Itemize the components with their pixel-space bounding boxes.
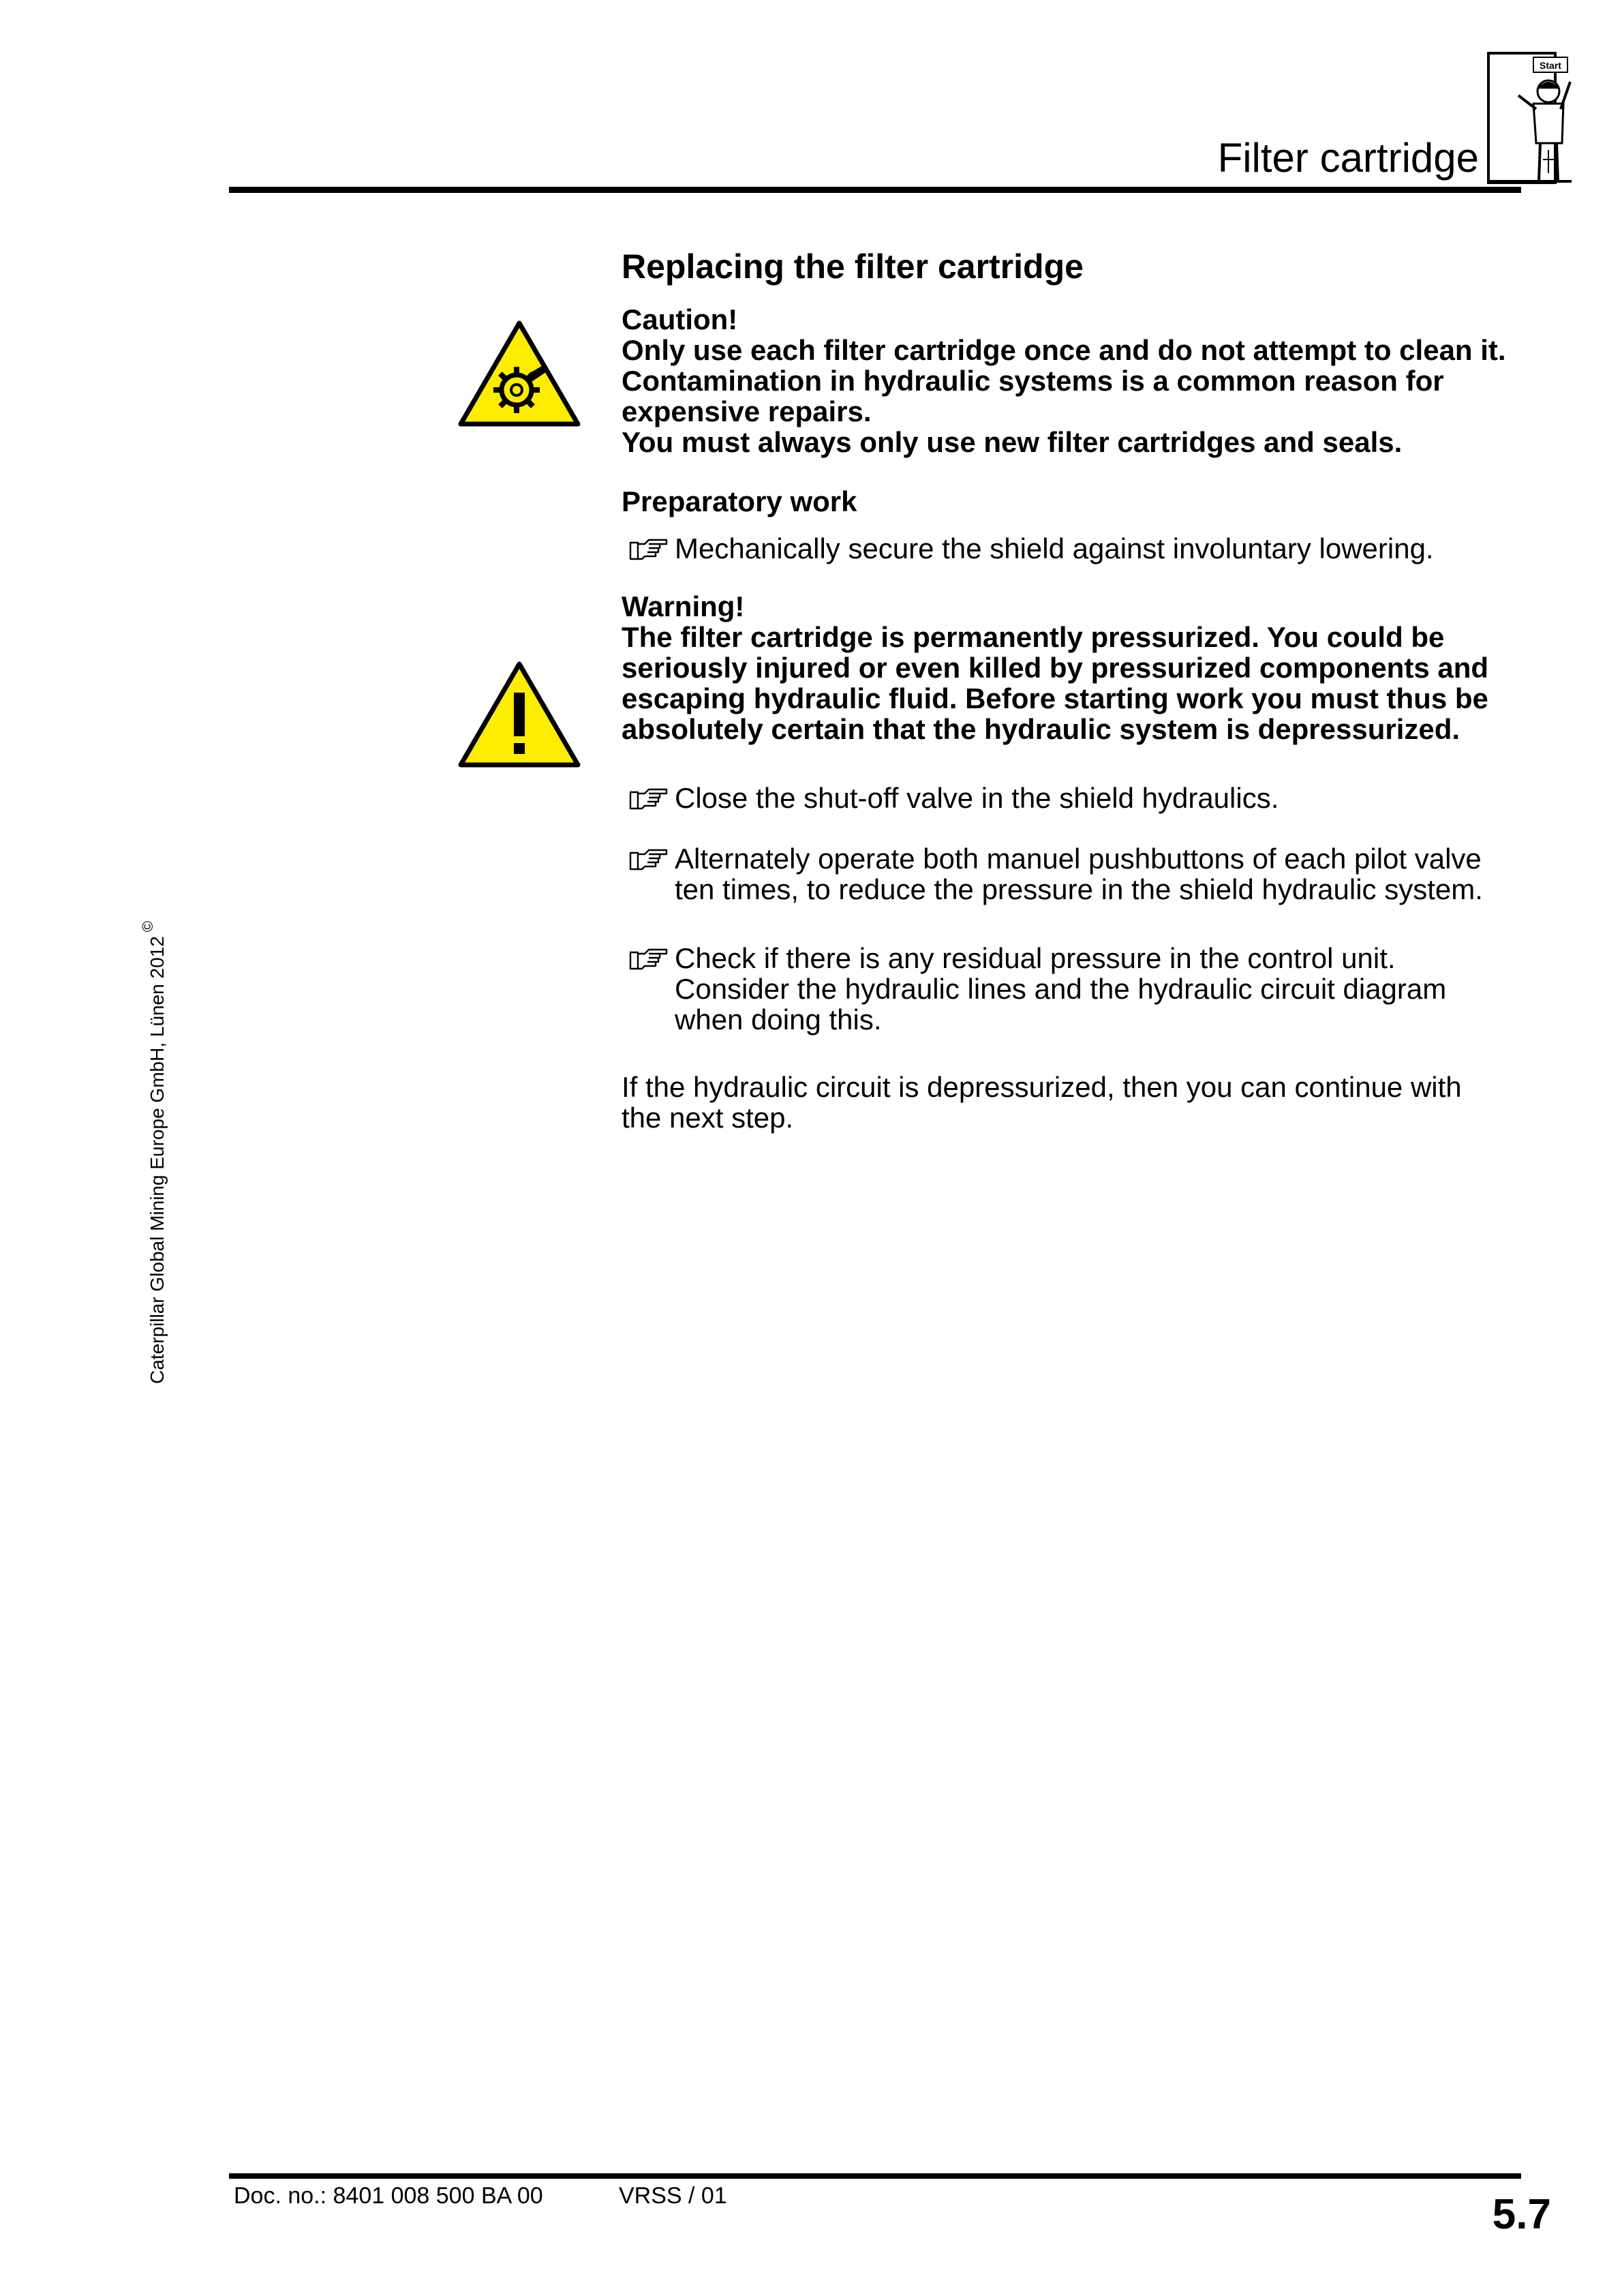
section-heading: Replacing the filter cartridge — [622, 247, 1084, 286]
footer-rule — [229, 2173, 1521, 2179]
preparatory-heading: Preparatory work — [622, 485, 857, 517]
start-figure-icon — [1486, 48, 1574, 191]
step-item — [622, 533, 1508, 564]
step-item — [622, 943, 1508, 1035]
copyright-symbol: © — [139, 920, 156, 933]
caution-line: Contamination in hydraulic systems is a common reason for expensive repairs. — [622, 365, 1444, 427]
main-content — [622, 245, 1508, 1133]
step-item — [622, 783, 1508, 813]
page-number: 5.7 — [1492, 2191, 1551, 2238]
header-rule — [229, 187, 1521, 193]
copyright-text: Caterpillar Global Mining Europe GmbH, Lünen 2012 — [147, 936, 168, 1384]
caution-title: Caution! — [622, 303, 738, 335]
warning-exclamation-icon — [458, 660, 581, 770]
caution-line: You must always only use new filter cartridges and seals. — [622, 426, 1403, 458]
warning-title: Warning! — [622, 590, 745, 622]
closing-paragraph: If the hydraulic circuit is depressurized, then you can continue with the next step. — [622, 1071, 1462, 1134]
warning-notice — [622, 591, 1508, 744]
warning-text: The filter cartridge is permanently pressurized. You could be seriously injured or even killed by pressurized components and escaping hydraulic fluid. Before starting work you must thus be absolutely certain that the hydraulic system is depressurized. — [622, 621, 1489, 745]
caution-notice — [622, 304, 1508, 457]
pointing-hand-icon — [628, 849, 669, 872]
page-title: Filter cartridge — [1217, 135, 1479, 181]
pointing-hand-icon — [628, 788, 669, 811]
step-text: Check if there is any residual pressure in the control unit. Consider the hydraulic lines and the hydraulic circuit diagram when doing this. — [675, 942, 1447, 1036]
start-label: Start — [1540, 60, 1561, 71]
copyright-notice — [136, 921, 169, 1384]
step-item — [622, 843, 1508, 905]
pointing-hand-icon — [628, 948, 669, 971]
document-version: VRSS / 01 — [619, 2183, 727, 2209]
step-text: Close the shut-off valve in the shield hydraulics. — [675, 782, 1279, 814]
document-number: Doc. no.: 8401 008 500 BA 00 — [234, 2183, 543, 2209]
caution-gear-icon — [458, 319, 581, 429]
step-text: Alternately operate both manuel pushbuttons of each pilot valve ten times, to reduce the pressure in the shield hydraulic system. — [675, 843, 1483, 905]
caution-line: Only use each filter cartridge once and do not attempt to clean it. — [622, 334, 1506, 366]
pointing-hand-icon — [628, 539, 669, 562]
step-text: Mechanically secure the shield against involuntary lowering. — [675, 532, 1434, 564]
